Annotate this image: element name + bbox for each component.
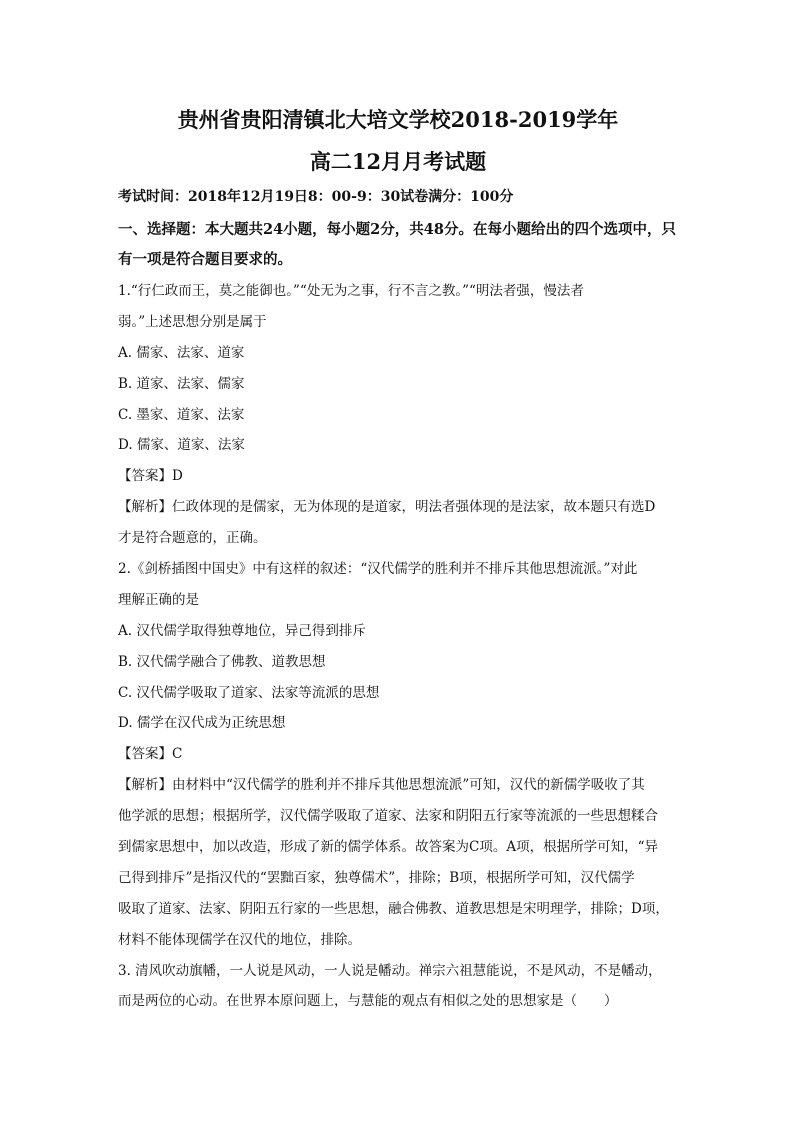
analysis: 到儒家思想中，加以改造，形成了新的儒学体系。故答案为C项。A项，根据所学可知，“异 [118, 839, 658, 856]
question-stem: 理解正确的是 [118, 591, 199, 608]
question-stem: 而是两位的心动。在世界本原问题上，与慧能的观点有相似之处的思想家是（ ） [118, 993, 618, 1010]
option-b: B. 道家、法家、儒家 [118, 375, 245, 392]
section-heading-line: 一、选择题：本大题共24小题，每小题2分，共48分。在每小题给出的四个选项中，只 [118, 221, 676, 238]
analysis: 【解析】由材料中“汉代儒学的胜利并不排斥其他思想流派”可知，汉代的新儒学吸收了其 [118, 777, 645, 794]
questions [118, 276, 678, 1017]
option-a: A. 汉代儒学取得独尊地位，异己得到排斥 [118, 622, 366, 639]
option-b: B. 汉代儒学融合了佛教、道教思想 [118, 653, 326, 670]
question-stem: 弱。”上述思想分别是属于 [118, 313, 267, 330]
answer: 【答案】C [118, 746, 183, 763]
analysis: 【解析】仁政体现的是儒家，无为体现的是道家，明法者强体现的是法家，故本题只有选D [118, 499, 656, 516]
section-heading [118, 215, 678, 275]
question-stem: 3. 清风吹动旗幡，一人说是风动，一人说是幡动。禅宗六祖慧能说，不是风动，不是幡动， [118, 962, 662, 979]
question-1 [118, 276, 678, 554]
option-c: C. 墨家、道家、法家 [118, 406, 245, 423]
analysis: 己得到排斥”是指汉代的“罢黜百家，独尊儒术”，排除；B项，根据所学可知，汉代儒学 [118, 869, 635, 886]
option-c: C. 汉代儒学吸取了道家、法家等流派的思想 [118, 684, 380, 701]
exam-info: 考试时间：2018年12月19日8：00-9：30试卷满分：100分 [118, 189, 514, 205]
analysis: 他学派的思想；根据所学，汉代儒学吸取了道家、法家和阴阳五行家等流派的一些思想糅合 [118, 808, 658, 825]
analysis: 才是符合题意的，正确。 [118, 530, 267, 547]
question-3 [118, 956, 678, 1018]
option-d: D. 儒家、道家、法家 [118, 437, 245, 454]
question-2 [118, 554, 678, 956]
analysis: 材料不能体现儒学在汉代的地位，排除。 [118, 931, 361, 948]
exam-subtitle: 高二12月月考试题 [309, 149, 487, 174]
question-stem: 1.“行仁政而王，莫之能御也。”“处无为之事，行不言之教。”“明法者强，慢法者 [118, 283, 584, 299]
option-a: A. 儒家、法家、道家 [118, 344, 245, 361]
section-heading-line: 有一项是符合题目要求的。 [118, 251, 292, 268]
option-d: D. 儒学在汉代成为正统思想 [118, 715, 286, 732]
analysis: 吸取了道家、法家、阴阳五行家的一些思想，融合佛教、道教思想是宋明理学，排除；D项， [118, 900, 669, 917]
question-stem: 2.《剑桥插图中国史》中有这样的叙述：“汉代儒学的胜利并不排斥其他思想流派。”对此 [118, 561, 638, 578]
exam-title: 贵州省贵阳清镇北大培文学校2018-2019学年 [177, 107, 619, 132]
answer: 【答案】D [118, 468, 183, 485]
